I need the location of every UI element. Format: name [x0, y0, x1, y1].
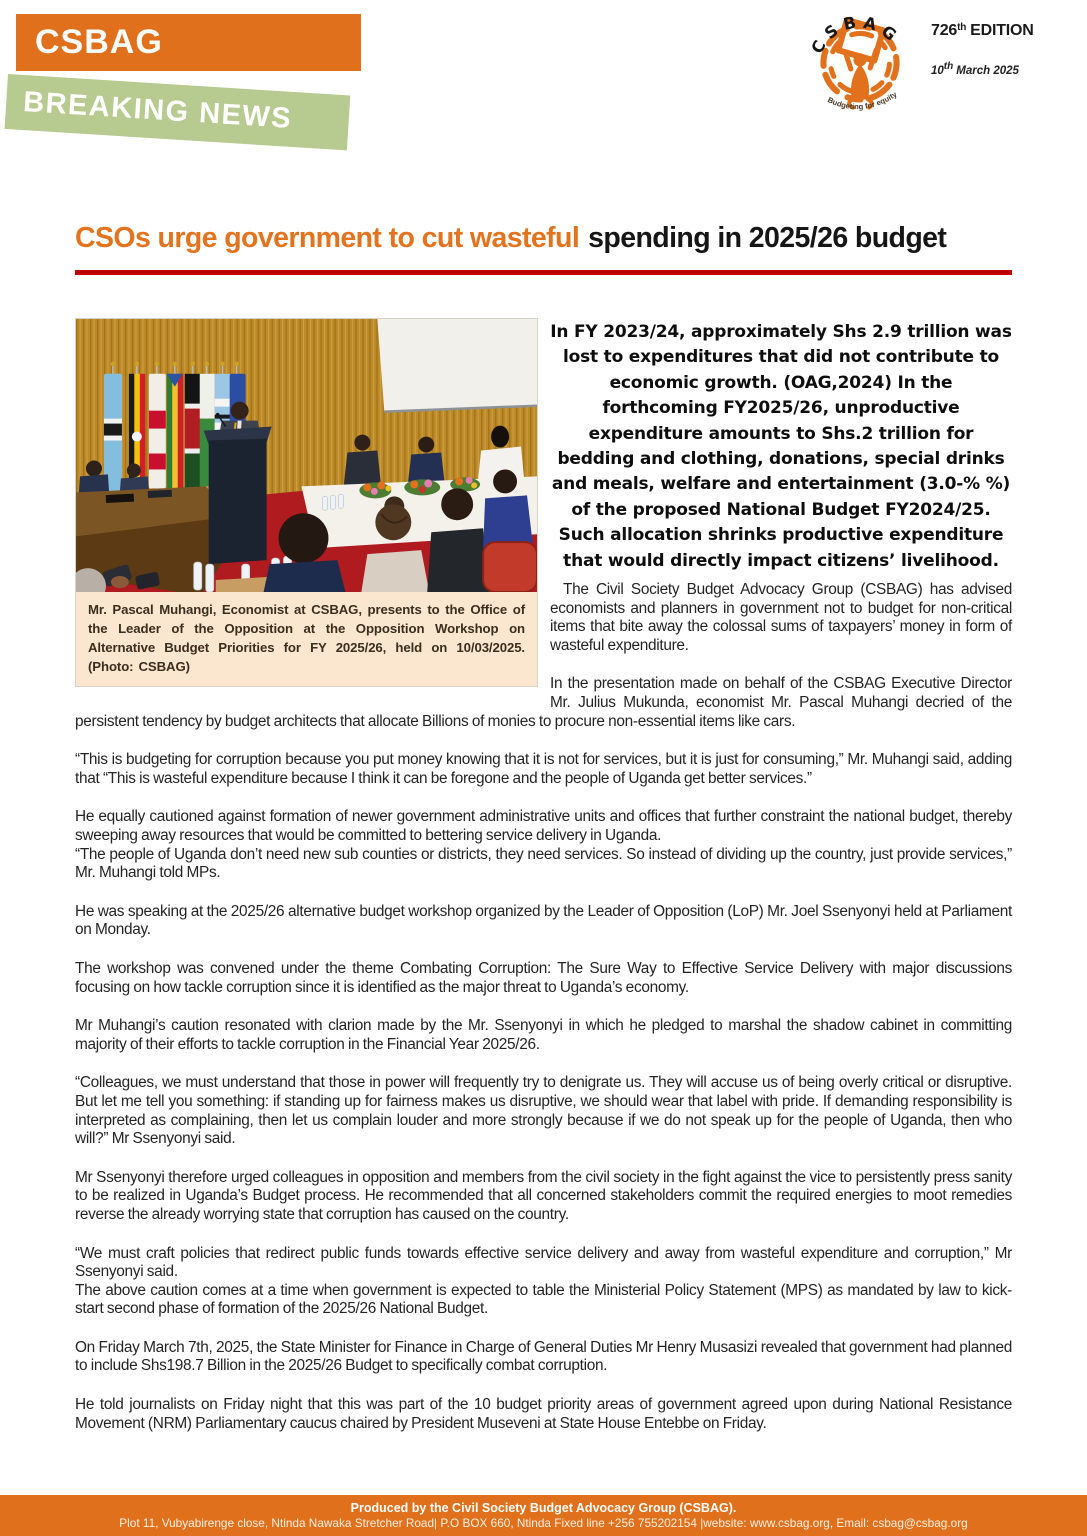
- workshop-photo-illustration: [76, 319, 537, 592]
- footer-produced-by: Produced by the Civil Society Budget Advocacy Group (CSBAG).: [350, 1501, 737, 1515]
- body-paragraph: The Civil Society Budget Advocacy Group (CSBAG) has advised economists and planners in government not to budget for non-critical items that bite away the colossal sums of taxpayers’ money in form of wasteful expenditure.: [550, 581, 1012, 654]
- body-paragraph: He equally cautioned against formation of newer government administrative units and offices that further constraint the national budget, thereby sweeping away resources that would be committed to bettering service delivery in Uganda.: [75, 808, 1012, 844]
- headline-black-part: spending in 2025/26 budget: [588, 222, 947, 254]
- body-paragraph: “The people of Uganda don’t need new sub counties or districts, they need services. So instead of dividing up the country, just provide services,” Mr. Muhangi told MPs.: [75, 845, 1012, 882]
- body-paragraph: Mr Ssenyonyi therefore urged colleagues in opposition and members from the civil society in the fight against the vice to persistently press sanity to be realized in Uganda’s Budget process. He recommended that all concerned stakeholders commit the required energies to moot remedies reverse the already worrying state that corruption has caused on the country.: [75, 1168, 1012, 1223]
- body-paragraph: “Colleagues, we must understand that those in power will frequently try to denigrate us. They will accuse us of being overly critical or disruptive. But let me tell you something: if standing up for fairness makes us disruptive, we should wear that label with pride. If demanding responsibility is interpreted as complaining, then let us complain louder and more strongly because if we do not speak up for the people of Uganda, then who will?” Mr Ssenyonyi said.: [75, 1074, 1012, 1148]
- page-title: [75, 221, 1012, 255]
- lead-paragraph: In FY 2023/24, approximately Shs 2.9 trillion was lost to expenditures that did not contribute to economic growth. (OAG,2024) In the forthcoming FY2025/26, unproductive expenditure amounts to Shs.2 trillion for bedding and clothing, donations, special drinks and meals, welfare and entertainment (3.0-% %) of the proposed National Budget FY2024/25. Such allocation shrinks productive expenditure that would directly impact citizens’ livelihood.: [550, 322, 1012, 571]
- body-paragraph: In the presentation made on behalf of the CSBAG Executive Director Mr. Julius Mukunda, economist Mr. Pascal Muhangi decried of the persistent tendency by budget architects that allocate Billions of monies to procure non-essential items like cars.: [75, 675, 1012, 730]
- body-paragraph: The above caution comes at a time when government is expected to table the Ministerial Policy Statement (MPS) as mandated by law to kick-start second phase of formation of the 2025/26 National Budget.: [75, 1281, 1012, 1318]
- breaking-news-banner: BREAKING NEWS: [5, 74, 351, 150]
- body-paragraph: “This is budgeting for corruption because you put money knowing that it is not for services, but it is just for consuming,” Mr. Muhangi said, adding that “This is wasteful expenditure because I think it can be foregone and the people of Uganda get better services.”: [75, 751, 1012, 787]
- photo-block: [75, 318, 538, 687]
- logo-tagline: Budgeting for equity: [826, 89, 899, 112]
- projector-screen: [377, 319, 537, 412]
- footer-contact-line: Plot 11, Vubyabirenge close, Ntinda Nawaka Stretcher Road| P.O BOX 660, Ntinda Fixed line +256 755202154 |website: www.csbag.org, Email: csbag@csbag.org: [119, 1516, 968, 1530]
- body-paragraph: The workshop was convened under the theme Combating Corruption: The Sure Way to Effective Service Delivery with major discussions focusing on how tackle corruption since it is identified as the major threat to Uganda’s economy.: [75, 959, 1012, 996]
- article-body: [75, 318, 1012, 1433]
- body-paragraph: He told journalists on Friday night that this was part of the 10 budget priority areas of government agreed upon during National Resistance Movement (NRM) Parliamentary caucus chaired by President Museveni at State House Entebbe on Friday.: [75, 1396, 1012, 1432]
- csbag-logo: [806, 2, 912, 134]
- footer-bar: [0, 1495, 1087, 1536]
- edition-label: 726th EDITION: [931, 22, 1034, 39]
- publication-date: 10th March 2025: [931, 61, 1019, 77]
- headline-divider: [75, 270, 1012, 275]
- brand-banner: CSBAG: [16, 14, 361, 71]
- body-paragraph: On Friday March 7th, 2025, the State Minister for Finance in Charge of General Duties Mr Henry Musasizi revealed that government had planned to include Shs198.7 Billion in the 2025/26 Budget to specifically combat corruption.: [75, 1338, 1012, 1375]
- logo-arc-letters: C S B A G: [807, 12, 901, 57]
- body-paragraph: Mr Muhangi’s caution resonated with clarion made by the Mr. Ssenyonyi in which he pledged to marshal the shadow cabinet in committing majority of their efforts to tackle corruption in the Financial Year 2025/26.: [75, 1017, 1012, 1053]
- body-paragraph: He was speaking at the 2025/26 alternative budget workshop organized by the Leader of Opposition (LoP) Mr. Joel Ssenyonyi held at Parliament on Monday.: [75, 902, 1012, 939]
- headline-orange-part: CSOs urge government to cut wasteful: [75, 222, 580, 254]
- photo-caption: Mr. Pascal Muhangi, Economist at CSBAG, presents to the Office of the Leader of the Opposition at the Opposition Workshop on Alternative Budget Priorities for FY 2025/26, held on 10/03/2025. (Photo: CSBAG): [76, 592, 537, 686]
- body-paragraph: “We must craft policies that redirect public funds towards effective service delivery and away from wasteful expenditure and corruption,” Mr Ssenyonyi said.: [75, 1244, 1012, 1281]
